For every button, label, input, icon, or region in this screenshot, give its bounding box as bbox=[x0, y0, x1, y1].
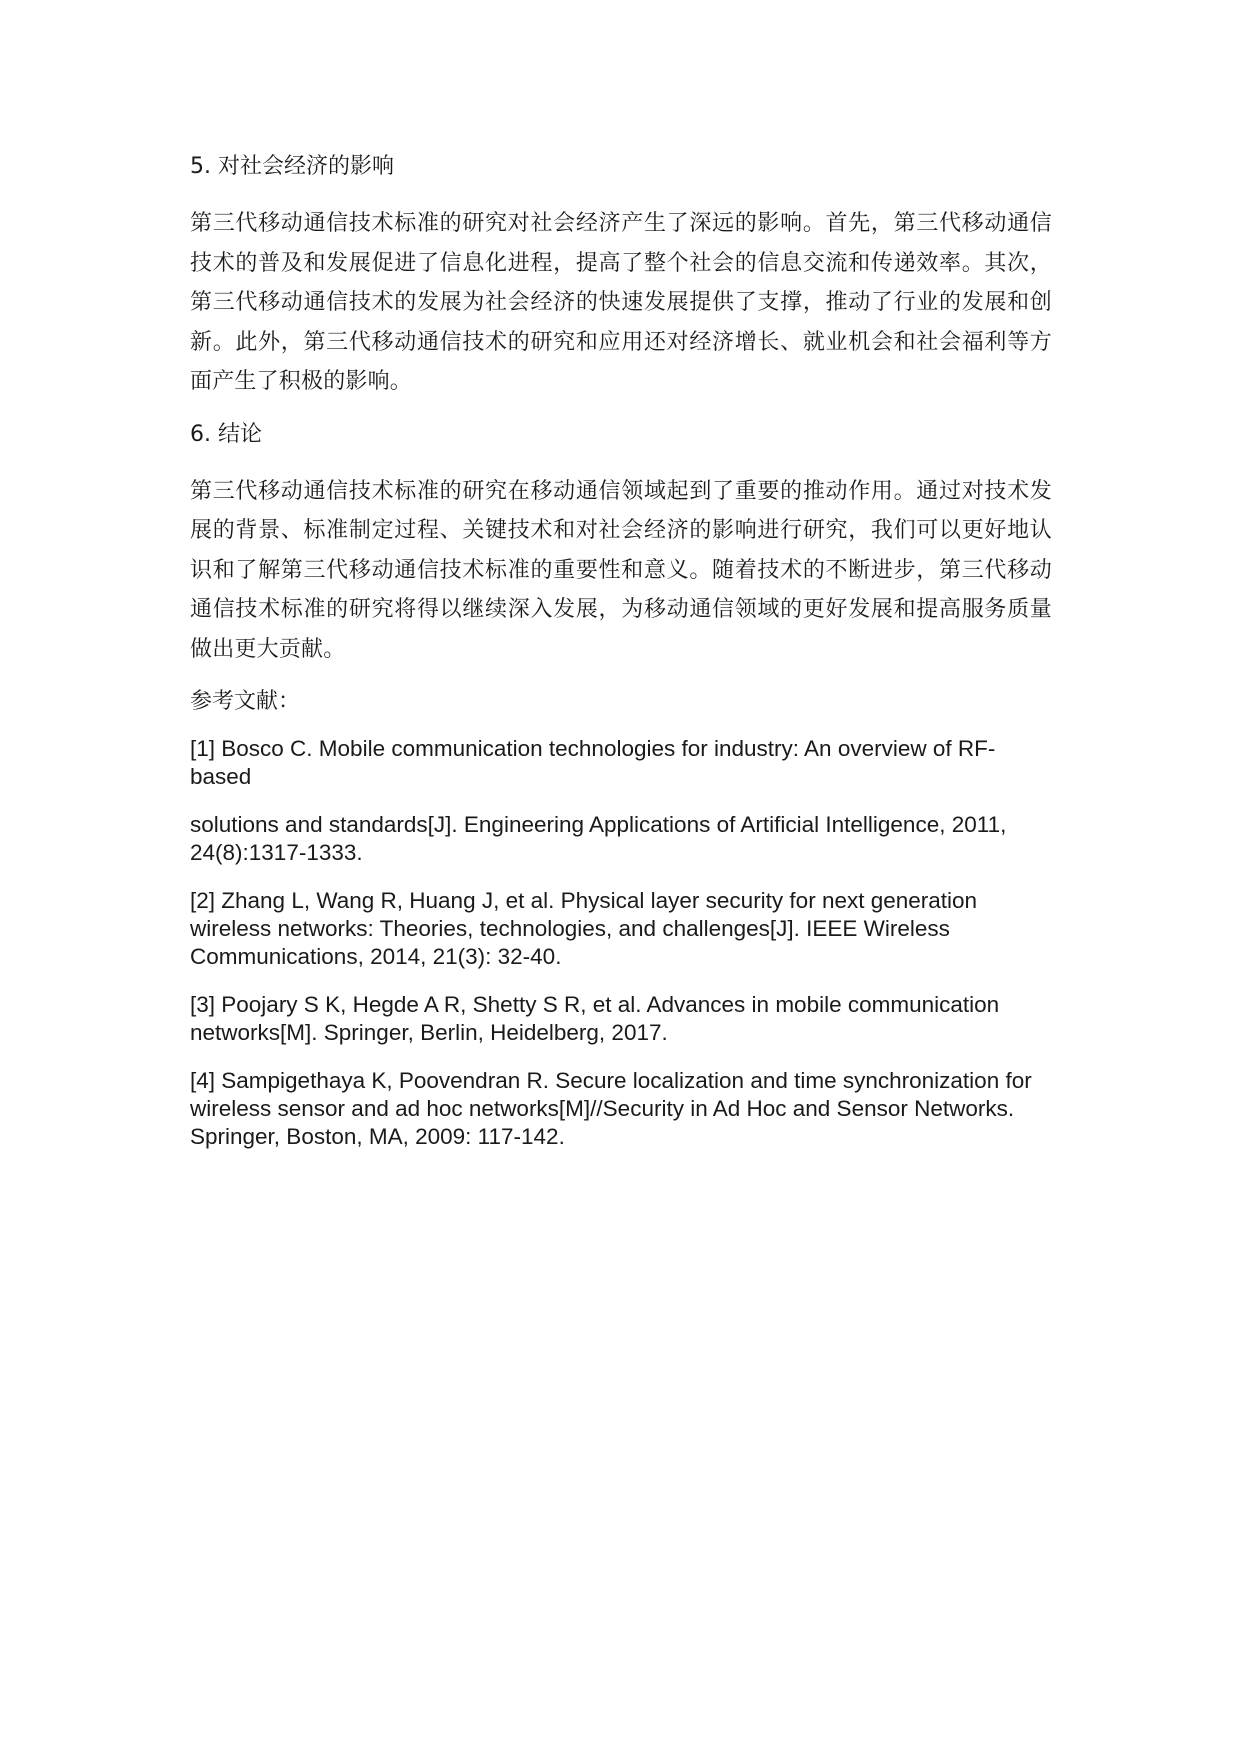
reference-3: [3] Poojary S K, Hegde A R, Shetty S R, et al. Advances in mobile communication networks[M]. Springer, Berlin, Heidelberg, 2017. bbox=[190, 992, 1000, 1045]
section-5-paragraph: 第三代移动通信技术标准的研究对社会经济产生了深远的影响。首先，第三代移动通信技术的普及和发展促进了信息化进程，提高了整个社会的信息交流和传递效率。其次，第三代移动通信技术的发展为社会经济的快速发展提供了支撑，推动了行业的发展和创新。此外，第三代移动通信技术的研究和应用还对经济增长、就业机会和社会福利等方面产生了积极的影响。 bbox=[190, 211, 1052, 394]
document-page bbox=[190, 150, 1052, 1171]
section-5-heading: 5. 对社会经济的影响 bbox=[190, 154, 394, 179]
reference-1-part-1: [1] Bosco C. Mobile communication technologies for industry: An overview of RF-based bbox=[190, 736, 996, 789]
reference-4: [4] Sampigethaya K, Poovendran R. Secure localization and time synchronization for wireless sensor and ad hoc networks[M]//Security in Ad Hoc and Sensor Networks. Springer, Boston, MA, 2009: 117-142. bbox=[190, 1068, 1032, 1149]
reference-1-part-2: solutions and standards[J]. Engineering Applications of Artificial Intelligence, 2011, 24(8):1317-1333. bbox=[190, 812, 1007, 865]
section-6-paragraph: 第三代移动通信技术标准的研究在移动通信领域起到了重要的推动作用。通过对技术发展的背景、标准制定过程、关键技术和对社会经济的影响进行研究，我们可以更好地认识和了解第三代移动通信技术标准的重要性和意义。随着技术的不断进步，第三代移动通信技术标准的研究将得以继续深入发展，为移动通信领域的更好发展和提高服务质量做出更大贡献。 bbox=[190, 478, 1052, 662]
reference-2: [2] Zhang L, Wang R, Huang J, et al. Physical layer security for next generation wireless networks: Theories, technologies, and challenges[J]. IEEE Wireless Communications, 2014, 21(3): 32-40. bbox=[190, 888, 978, 969]
section-6-heading: 6. 结论 bbox=[190, 421, 262, 447]
references-title: 参考文献： bbox=[190, 689, 301, 714]
